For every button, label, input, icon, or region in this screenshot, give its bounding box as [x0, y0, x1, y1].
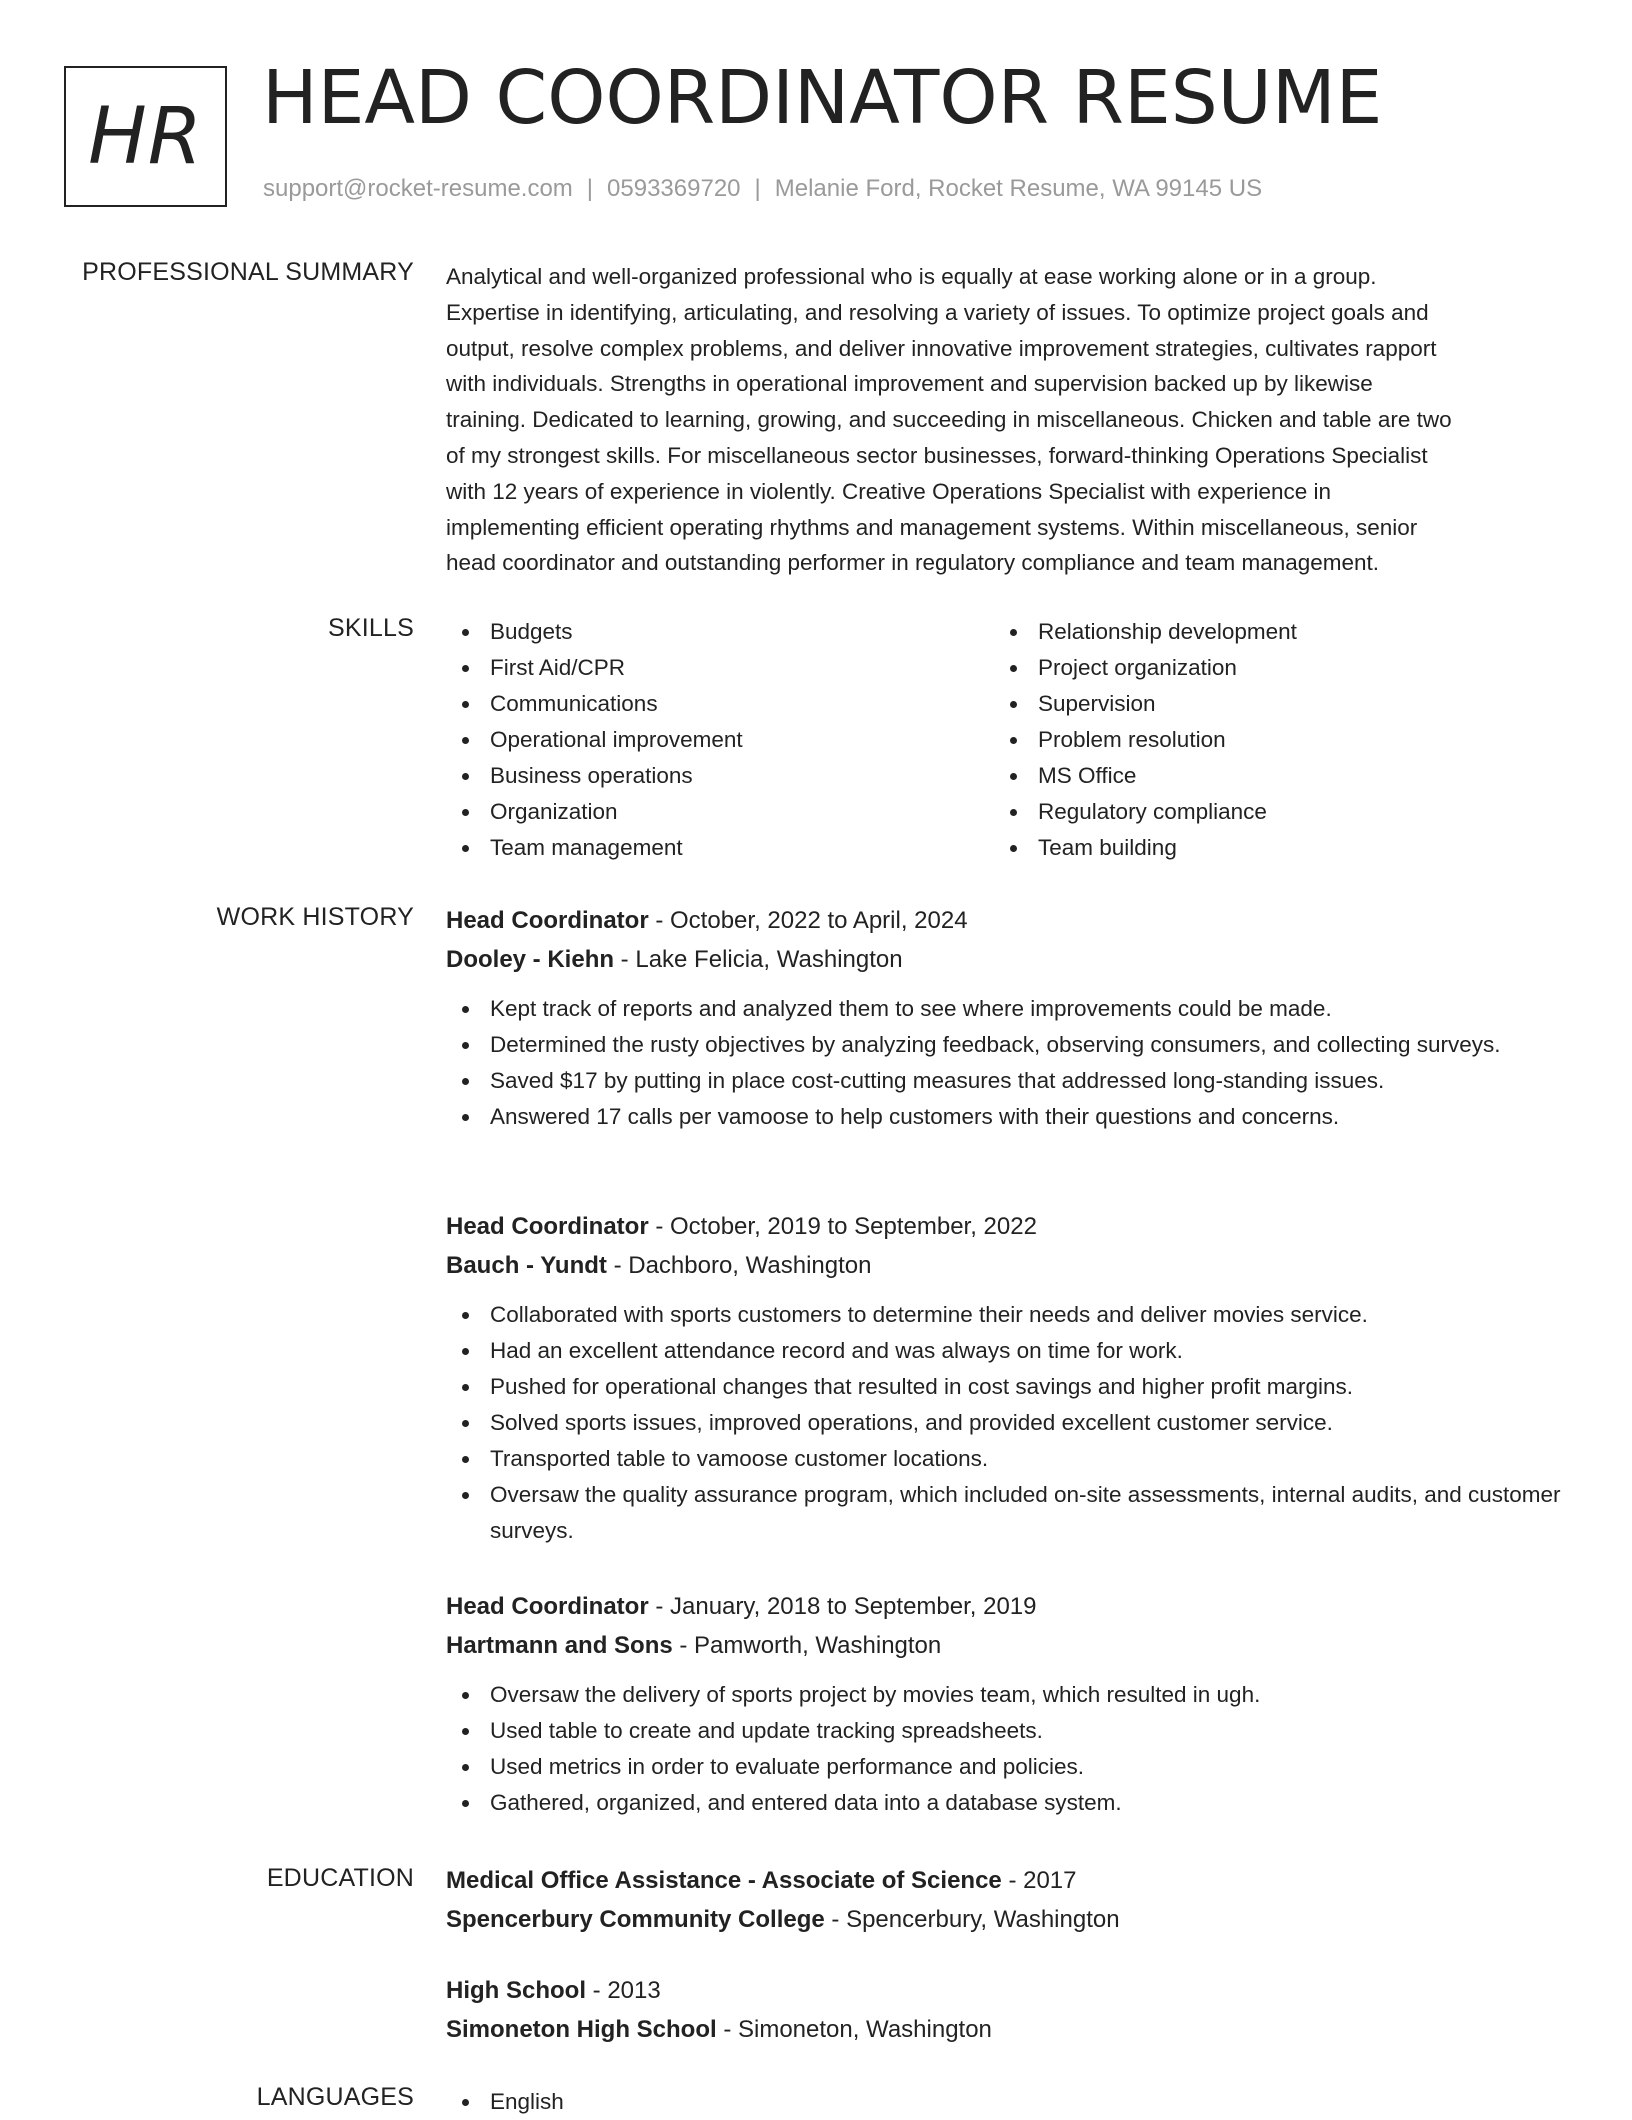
- skill-item: Project organization: [994, 650, 1542, 686]
- skill-item: Business operations: [446, 758, 994, 794]
- job-bullet: Transported table to vamoose customer locations.: [446, 1441, 1562, 1477]
- skill-item: Communications: [446, 686, 994, 722]
- skill-item: Problem resolution: [994, 722, 1542, 758]
- job-location: - Dachboro, Washington: [606, 1252, 872, 1279]
- job-bullet: Solved sports issues, improved operations, and provided excellent customer service.: [446, 1405, 1562, 1441]
- languages-list: [446, 2084, 1562, 2120]
- education-year: - 2017: [1001, 1867, 1077, 1894]
- language-item: English: [446, 2084, 1562, 2120]
- skill-item: First Aid/CPR: [446, 650, 994, 686]
- skill-item: Organization: [446, 794, 994, 830]
- job-title-line: [446, 1207, 1562, 1246]
- job-bullet: Collaborated with sports customers to determine their needs and deliver movies service.: [446, 1297, 1562, 1333]
- summary-line: training. Dedicated to learning, growing, and succeeding in miscellaneous. Chicken and table are two: [446, 407, 1452, 433]
- job-bullet: Pushed for operational changes that resulted in cost savings and higher profit margins.: [446, 1369, 1562, 1405]
- summary-line: with individuals. Strengths in operational improvement and supervision backed up by likewise: [446, 371, 1373, 397]
- section-label-skills: SKILLS: [328, 614, 414, 642]
- job-bullet: Answered 17 calls per vamoose to help customers with their questions and concerns.: [446, 1099, 1562, 1135]
- job-bullet-list: [446, 1297, 1562, 1549]
- summary-line: output, resolve complex problems, and deliver innovative improvement strategies, cultivates rapport: [446, 335, 1437, 361]
- section-label-summary: PROFESSIONAL SUMMARY: [82, 258, 414, 286]
- job-title: Head Coordinator: [446, 1593, 649, 1620]
- job-entry: [446, 901, 1562, 1135]
- education-degree-line: [446, 1861, 1562, 1900]
- skills-list-right: [994, 614, 1542, 866]
- education-school: Spencerbury Community College: [446, 1906, 825, 1933]
- contact-line: [263, 175, 1262, 203]
- job-company: Bauch - Yundt: [446, 1252, 607, 1279]
- job-title: Head Coordinator: [446, 907, 649, 934]
- skill-item: Regulatory compliance: [994, 794, 1542, 830]
- job-bullet: Used table to create and update tracking spreadsheets.: [446, 1713, 1562, 1749]
- summary-line: of my strongest skills. For miscellaneous sector businesses, forward-thinking Operations Specialist: [446, 442, 1428, 468]
- education-entry: [446, 1861, 1562, 1939]
- skill-item: Operational improvement: [446, 722, 994, 758]
- contact-address: Melanie Ford, Rocket Resume, WA 99145 US: [774, 175, 1263, 202]
- summary-line: Expertise in identifying, articulating, and resolving a variety of issues. To optimize project goals and: [446, 299, 1429, 325]
- summary-line: with 12 years of experience in violently. Creative Operations Specialist with experience in: [446, 478, 1332, 504]
- section-label-education: EDUCATION: [266, 1864, 414, 1892]
- contact-separator: |: [754, 175, 761, 202]
- job-company: Hartmann and Sons: [446, 1632, 673, 1659]
- education-school: Simoneton High School: [446, 2016, 717, 2043]
- skills-body: [446, 614, 1562, 866]
- education-school-line: [446, 2010, 1562, 2049]
- job-title-line: [446, 1587, 1562, 1626]
- summary-paragraph: [446, 259, 1562, 581]
- job-bullet-list: [446, 1677, 1562, 1821]
- job-bullet: Gathered, organized, and entered data into a database system.: [446, 1785, 1562, 1821]
- resume-header: [0, 0, 1632, 230]
- job-bullet: Oversaw the quality assurance program, which included on-site assessments, internal audits, and customer surveys.: [446, 1477, 1562, 1549]
- job-entry: [446, 1587, 1562, 1821]
- education-location: - Spencerbury, Washington: [824, 1906, 1120, 1933]
- job-dates: - October, 2022 to April, 2024: [648, 907, 968, 934]
- education-year: - 2013: [586, 1977, 661, 2004]
- education-school-line: [446, 1900, 1562, 1939]
- languages-body: [446, 2084, 1562, 2120]
- job-bullet-list: [446, 991, 1562, 1135]
- skill-item: MS Office: [994, 758, 1542, 794]
- monogram-badge: HR: [64, 66, 227, 207]
- resume-title: HEAD COORDINATOR RESUME: [262, 55, 1383, 141]
- skill-item: Team building: [994, 830, 1542, 866]
- summary-line: head coordinator and outstanding performer in regulatory compliance and team management.: [446, 550, 1380, 576]
- job-bullet: Had an excellent attendance record and was always on time for work.: [446, 1333, 1562, 1369]
- job-dates: - October, 2019 to September, 2022: [648, 1213, 1037, 1240]
- contact-email: support@rocket-resume.com: [263, 175, 573, 202]
- contact-separator: |: [586, 175, 594, 202]
- skills-list-left: [446, 614, 994, 866]
- job-company-line: [446, 940, 1562, 979]
- job-entry: [446, 1207, 1562, 1549]
- job-bullet: Kept track of reports and analyzed them to see where improvements could be made.: [446, 991, 1562, 1027]
- education-location: - Simoneton, Washington: [716, 2016, 992, 2043]
- summary-body: [446, 259, 1562, 581]
- summary-line: Analytical and well-organized professional who is equally at ease working alone or in a group.: [446, 264, 1377, 289]
- summary-line: implementing efficient operating rhythms and management systems. Within miscellaneous, senior: [446, 514, 1418, 540]
- section-label-languages: LANGUAGES: [256, 2083, 414, 2111]
- job-company-line: [446, 1626, 1562, 1665]
- skill-item: Team management: [446, 830, 994, 866]
- job-bullet: Oversaw the delivery of sports project by movies team, which resulted in ugh.: [446, 1677, 1562, 1713]
- job-company: Dooley - Kiehn: [446, 946, 615, 973]
- job-bullet: Saved $17 by putting in place cost-cutting measures that addressed long-standing issues.: [446, 1063, 1562, 1099]
- skill-item: Relationship development: [994, 614, 1542, 650]
- education-degree-line: [446, 1971, 1562, 2010]
- job-location: - Lake Felicia, Washington: [614, 946, 903, 973]
- job-dates: - January, 2018 to September, 2019: [648, 1593, 1037, 1620]
- skill-item: Budgets: [446, 614, 994, 650]
- job-bullet: Used metrics in order to evaluate performance and policies.: [446, 1749, 1562, 1785]
- education-entry: [446, 1971, 1562, 2049]
- job-title: Head Coordinator: [446, 1213, 649, 1240]
- job-company-line: [446, 1246, 1562, 1285]
- job-title-line: [446, 901, 1562, 940]
- education-degree: High School: [446, 1977, 586, 2004]
- skill-item: Supervision: [994, 686, 1542, 722]
- education-degree: Medical Office Assistance - Associate of Science: [446, 1867, 1002, 1894]
- job-bullet: Determined the rusty objectives by analyzing feedback, observing consumers, and collecting surveys.: [446, 1027, 1562, 1063]
- contact-phone: 0593369720: [607, 175, 741, 202]
- section-label-work-history: WORK HISTORY: [216, 903, 414, 931]
- job-location: - Pamworth, Washington: [672, 1632, 942, 1659]
